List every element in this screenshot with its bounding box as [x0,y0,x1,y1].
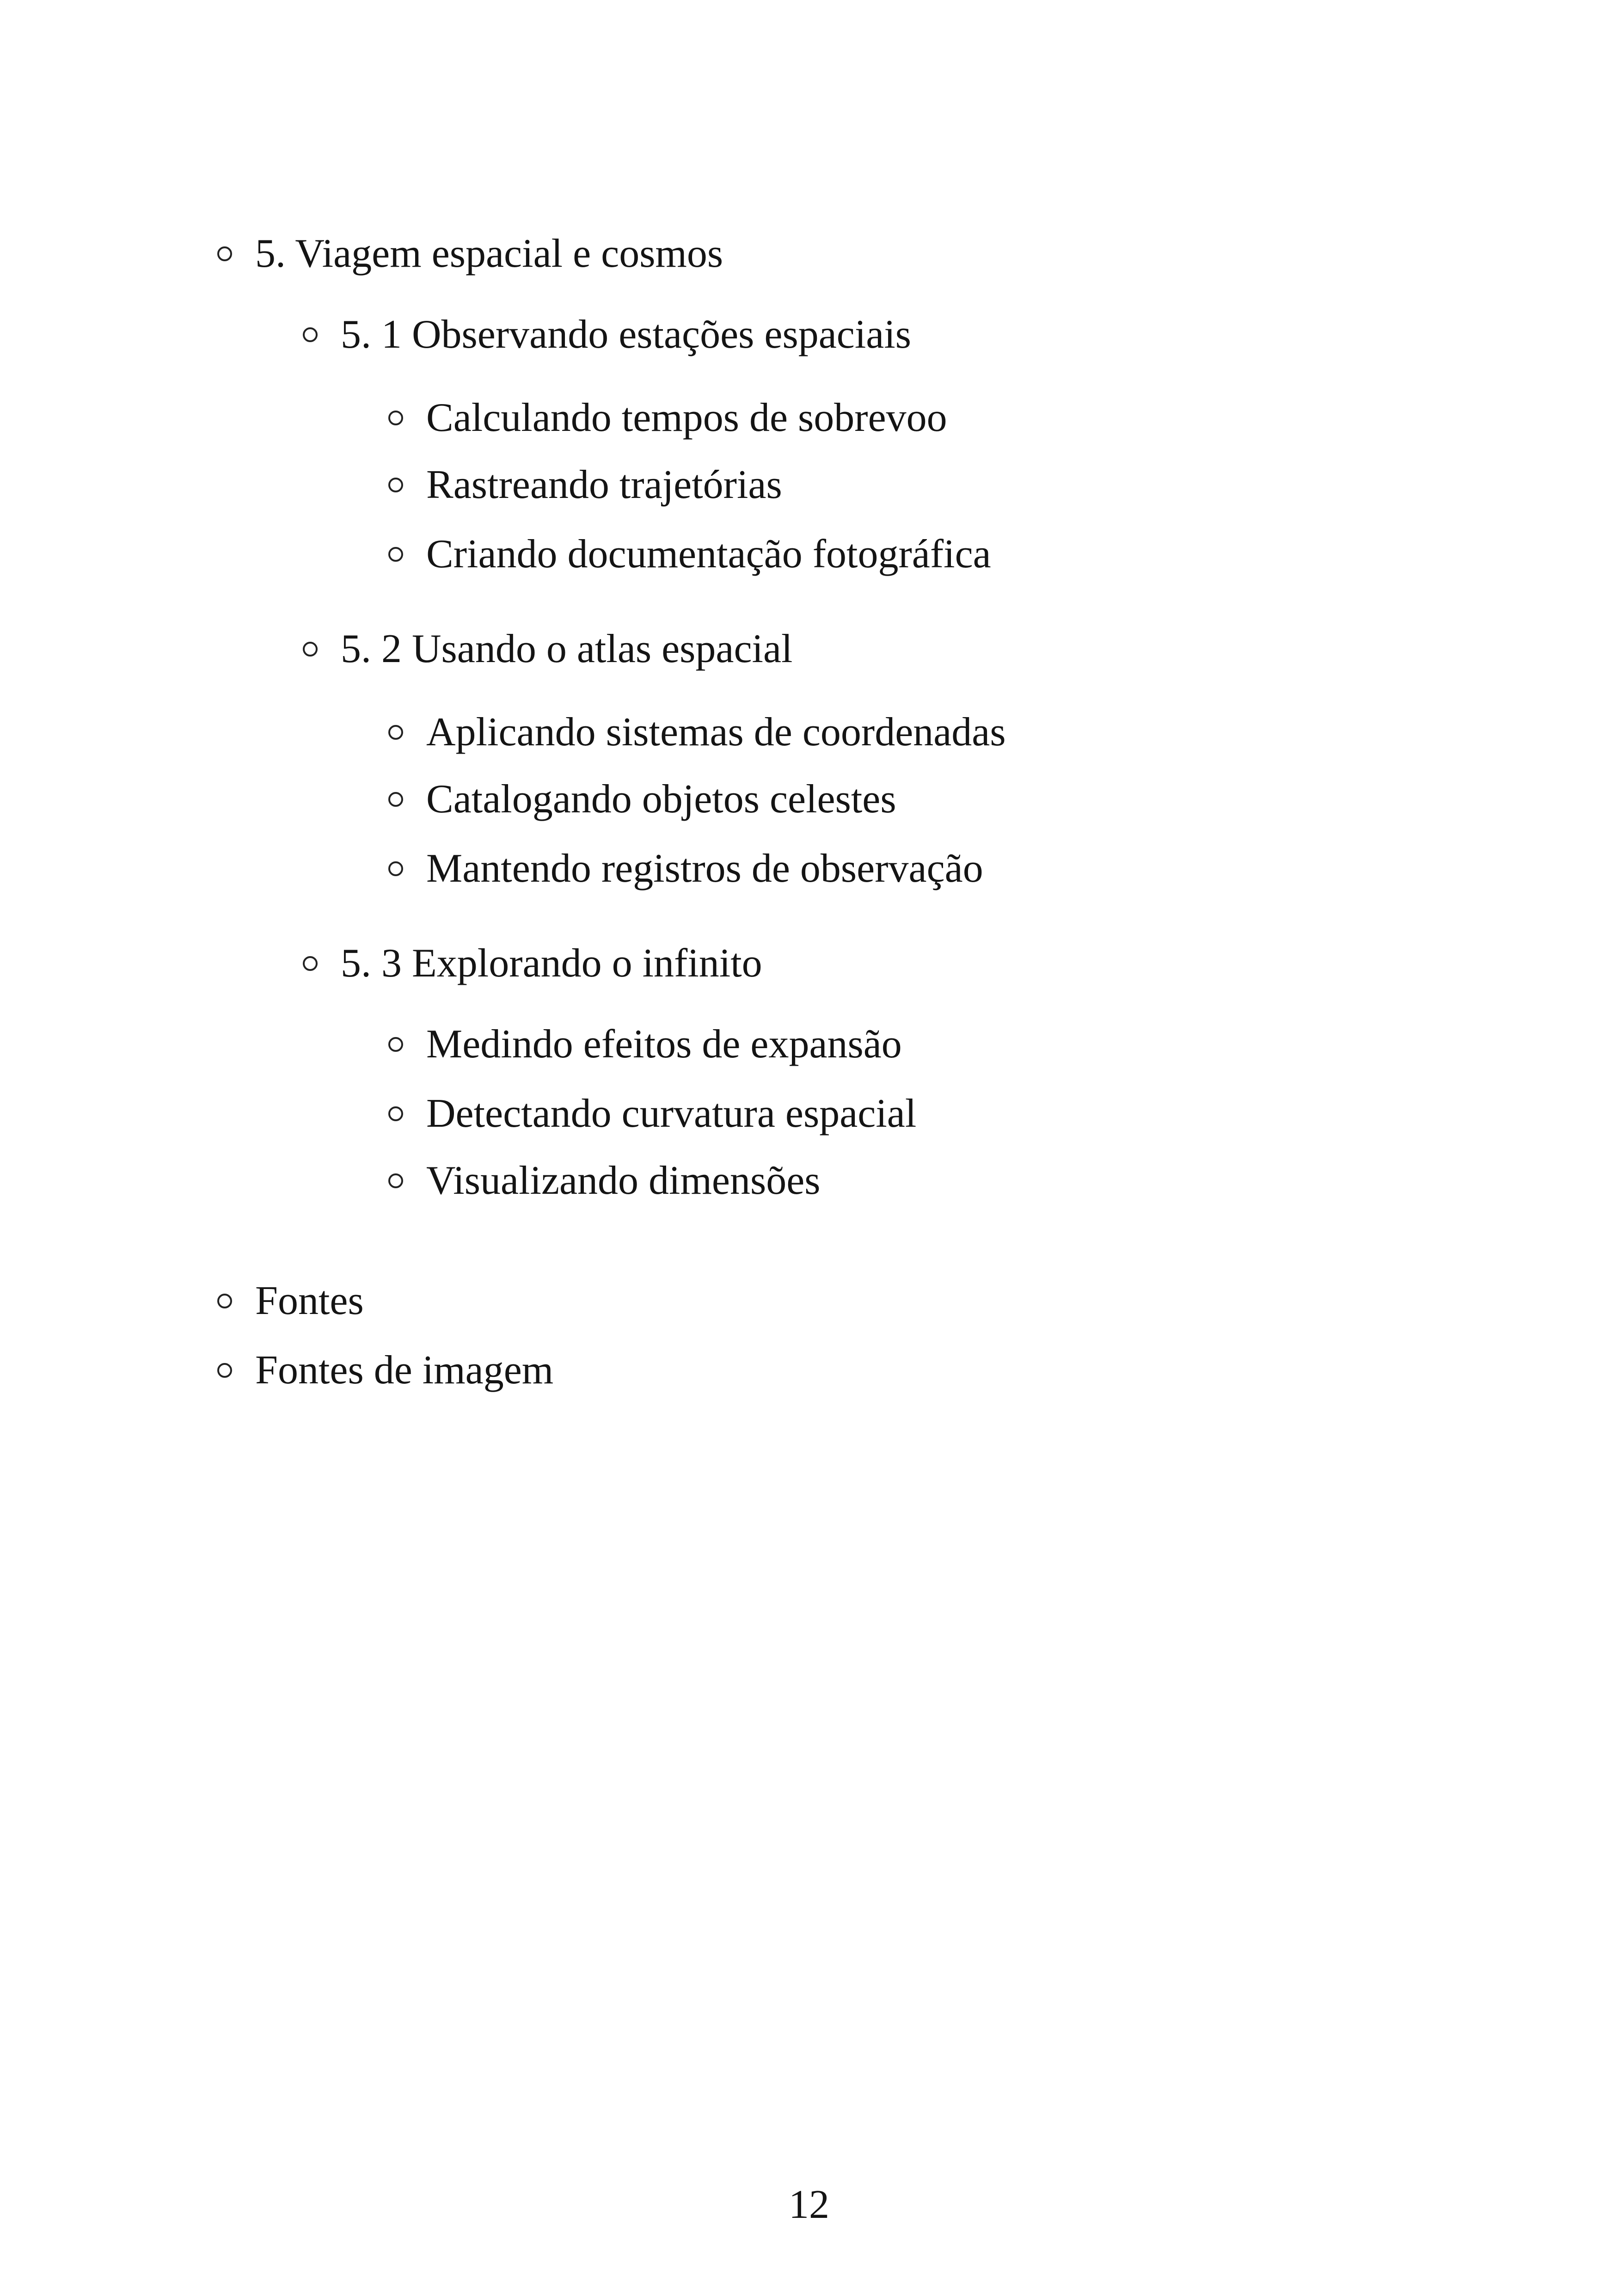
outline-item-topic[interactable] [388,1024,902,1065]
outline-item-topic[interactable] [388,462,782,507]
outline-item-label: Mantendo registros de observação [426,846,983,891]
hollow-circle-bullet-icon [388,411,403,425]
hollow-circle-bullet-icon [388,478,403,492]
outline-item-topic[interactable] [388,534,991,575]
hollow-circle-bullet-icon [303,327,318,342]
outline-item-topic[interactable] [388,395,947,440]
hollow-circle-bullet-icon [388,547,403,562]
outline-item-subsection[interactable] [303,314,911,355]
hollow-circle-bullet-icon [217,1294,232,1308]
hollow-circle-bullet-icon [388,1106,403,1121]
hollow-circle-bullet-icon [388,1173,403,1188]
hollow-circle-bullet-icon [217,1363,232,1378]
hollow-circle-bullet-icon [388,725,403,740]
outline-item-section[interactable] [217,1350,553,1391]
outline-item-subsection[interactable] [303,943,762,984]
hollow-circle-bullet-icon [388,792,403,807]
outline-item-section[interactable] [217,1278,364,1323]
outline-item-label: Fontes de imagem [255,1348,554,1393]
outline-item-label: Medindo efeitos de expansão [426,1022,902,1067]
outline-item-label: Catalogando objetos celestes [426,777,896,822]
hollow-circle-bullet-icon [388,1037,403,1052]
outline-item-topic[interactable] [388,848,983,889]
outline-item-label: 5. 2 Usando o atlas espacial [341,626,793,671]
outline-item-label: Detectando curvatura espacial [426,1091,917,1136]
hollow-circle-bullet-icon [303,956,318,971]
outline-item-subsection[interactable] [303,626,793,671]
outline-item-section[interactable] [217,233,723,274]
page-number: 12 [789,2182,829,2227]
outline-item-label: Aplicando sistemas de coordenadas [426,710,1006,755]
outline-item-label: 5. 3 Explorando o infinito [341,941,762,986]
hollow-circle-bullet-icon [303,642,318,657]
outline-item-topic[interactable] [388,1160,821,1201]
hollow-circle-bullet-icon [388,861,403,876]
outline-item-label: Rastreando trajetórias [426,462,782,507]
outline-item-label: 5. 1 Observando estações espaciais [341,312,912,357]
outline-item-label: 5. Viagem espacial e cosmos [255,231,723,276]
outline-item-label: Calculando tempos de sobrevoo [426,395,947,440]
outline-item-topic[interactable] [388,779,896,820]
outline-item-label: Visualizando dimensões [426,1158,821,1203]
outline-item-label: Fontes [255,1278,364,1323]
outline-item-label: Criando documentação fotográfica [426,532,991,577]
outline-item-topic[interactable] [388,712,1006,753]
hollow-circle-bullet-icon [217,246,232,261]
outline-item-topic[interactable] [388,1093,916,1134]
